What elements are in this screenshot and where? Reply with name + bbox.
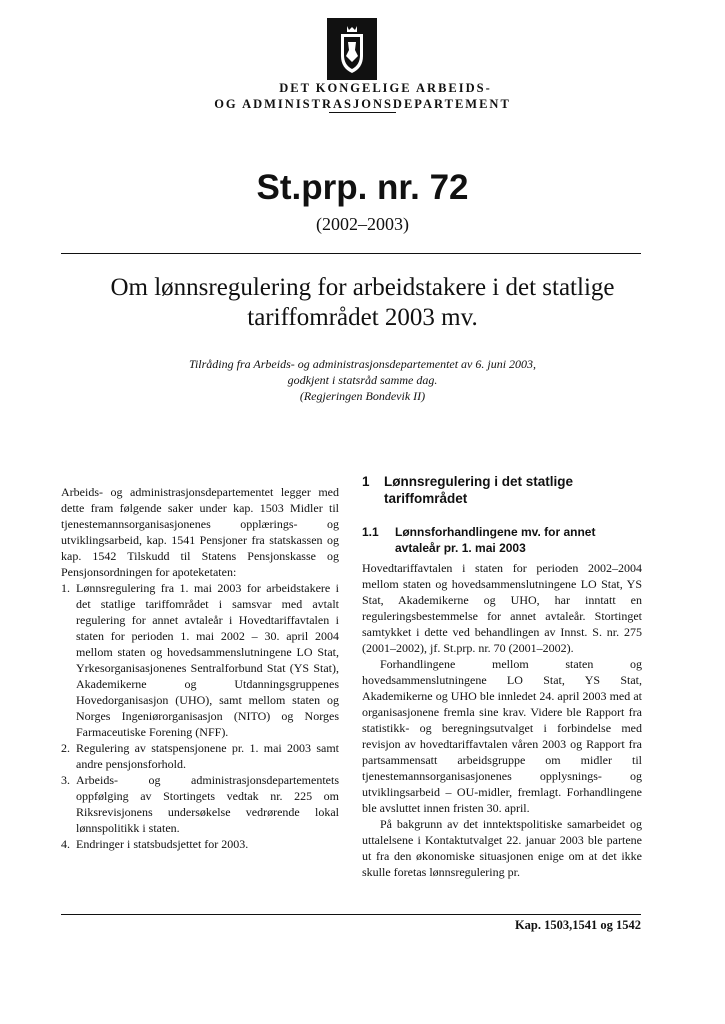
title-divider [61, 253, 641, 254]
body-paragraph: På bakgrunn av det inntektspolitiske samarbeidet og uttalelsene i Kontaktutvalget 22. januar 2003 ble partene ut fra den økonomiske situasjonen enige om at det ikke skulle foretas lønnsregulering pr. [362, 817, 642, 879]
intro-paragraph: Arbeids- og administrasjonsdepartementet legger med dette fram følgende saker under kap. 1503 Midler til tjenestemannsorganisasjonenes opplærings- og utviklingsarbeid, kap. 1541 Pensjoner fra statskassen og kap. 1542 Tilskudd til Statens Pensjonskasse og Pensjonsordningen for apoteketaten: [61, 485, 339, 579]
left-column [61, 484, 339, 852]
list-item: 1. Lønnsregulering fra 1. mai 2003 for arbeidstakere i det statlige tariffområdet i samsvar med avtalt regulering for annet avtaleår i Hovedtariffavtalen i staten for perioden 1. mai 2002 – 30. april 2004 mellom staten og hovedsammenslutningene LO Stat, Yrkesorganisasjonenes Sentralforbund Stat (YS Stat), Akademikerne og Utdanningsgruppenes Hovedorganisasjon (UHO), samt mellom staten og Norges Ingeniørorganisasjon (NITO) og Norges Farmaceutiske Forening (NFF). [61, 581, 339, 739]
subsection-number: 1.1 [362, 525, 379, 539]
body-paragraph: Hovedtariffavtalen i staten for perioden 2002–2004 mellom staten og hovedsammenslutningene LO Stat, YS Stat, Akademikerne og UHO, har inntatt en reguleringsbestemmelse for annet avtaleår. Stortinget samtykket i dette ved behandlingen av Innst. S. nr. 275 (2001–2002), jf. St.prp. nr. 70 (2001–2002). [362, 561, 642, 655]
document-subject [50, 273, 675, 333]
list-item: 3. Arbeids- og administrasjonsdepartementets oppfølging av Stortingets vedtak nr. 225 om Riksrevisjonens undersøkelse vedrørende lokal lønnspolitikk i staten. [61, 773, 339, 835]
document-title: St.prp. nr. 72 [256, 168, 469, 207]
ministry-divider [329, 112, 396, 113]
footer-chapter-ref: Kap. 1503,1541 og 1542 [514, 918, 641, 932]
proposal-list [61, 580, 339, 852]
recommendation-line-3: (Regjeringen Bondevik II) [299, 389, 426, 403]
right-column-body [362, 560, 642, 880]
footer-divider [61, 914, 641, 915]
subsection-heading [362, 524, 642, 556]
ministry-line-2: OG ADMINISTRASJONSDEPARTEMENT [214, 97, 511, 111]
ministry-name [0, 80, 725, 112]
section-heading [362, 473, 642, 507]
recommendation-note [0, 356, 725, 404]
subject-line-2: tariffområdet 2003 mv. [247, 304, 478, 331]
subject-line-1: Om lønnsregulering for arbeidstakere i det statlige [110, 274, 615, 301]
section-title: Lønnsregulering i det statlige tariffområdet [384, 474, 574, 506]
list-item: 4. Endringer i statsbudsjettet for 2003. [61, 837, 249, 851]
body-paragraph: Forhandlingene mellom staten og hovedsammenslutningene LO Stat, YS Stat, Akademikerne og UHO ble innledet 24. april 2003 med at organisasjonene fremla sine krav. Videre ble Rapport fra statistikk- og beregningsutvalget i forbindelse med revisjon av hovedtariffavtalen våren 2003 og Rapport fra partsammensatt arbeidsgruppe om midler til tjenestemannsorganisasjonenes opplysnings- og utviklingsarbeid – OU-midler, fremlagt. Forhandlingene ble avsluttet innen fristen 30. april. [362, 657, 642, 815]
recommendation-line-1: Tilråding fra Arbeids- og administrasjonsdepartementet av 6. juni 2003, [188, 357, 537, 371]
subsection-title: Lønnsforhandlingene mv. for annet avtaleår pr. 1. mai 2003 [395, 525, 596, 555]
recommendation-line-2: godkjent i statsråd samme dag. [287, 373, 438, 387]
ministry-line-1: DET KONGELIGE ARBEIDS- [279, 81, 492, 95]
list-item: 2. Regulering av statspensjonene pr. 1. mai 2003 samt andre pensjonsforhold. [61, 741, 339, 771]
coat-of-arms-icon [327, 18, 377, 80]
section-number: 1 [362, 474, 370, 489]
session-year: (2002–2003) [316, 214, 409, 234]
